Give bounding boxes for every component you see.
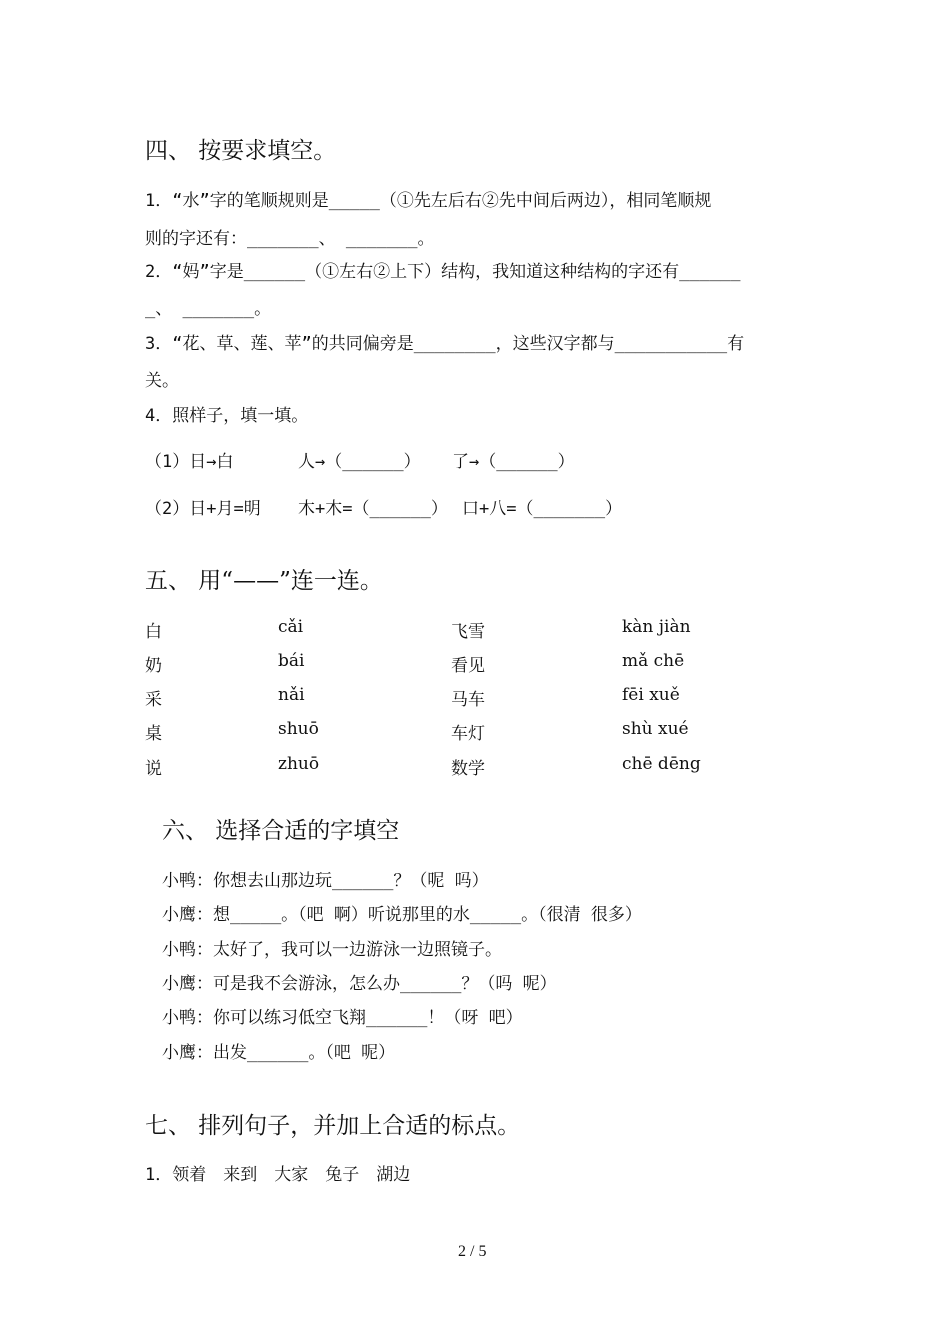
match-word: 马车 [451,690,485,710]
section6-title: 六、 选择合适的字填空 [162,818,400,844]
match-word: 飞雪 [451,622,485,642]
page-number: 2 / 5 [458,1243,487,1260]
match-pinyin: cǎi [278,617,304,637]
section4-q1-line2: 则的字还有：_______、 _______。 [145,229,435,249]
match-pinyin: nǎi [278,685,305,705]
match-pinyin: bái [278,651,305,671]
section4-q1-line1: 1．“水”字的笔顺规则是_____（①先左后右②先中间后两边），相同笔顺规 [145,191,712,211]
section4-q3-line2: 关。 [145,371,179,391]
section4-title: 四、 按要求填空。 [145,138,337,164]
match-word-pinyin: chē dēng [622,754,701,774]
section7-q1: 1．领着 来到 大家 兔子 湖边 [145,1165,411,1185]
match-char: 桌 [145,724,162,744]
section4-q2-line2: _、 _______。 [145,299,272,319]
example2-blank-b: 口+八=（_______） [462,499,623,519]
match-word: 数学 [451,759,485,779]
match-word-pinyin: mǎ chē [622,651,685,671]
section7-title: 七、 排列句子，并加上合适的标点。 [145,1113,521,1139]
section4-q2-line1: 2．“妈”字是______（①左右②上下）结构，我知道这种结构的字还有______ [145,262,741,282]
match-word: 车灯 [451,724,485,744]
example1-blank-a: 人→（______） [298,452,421,472]
dialogue-line: 小鹰：想_____。（吧 啊）听说那里的水_____。（很清 很多） [162,905,642,925]
match-word-pinyin: kàn jiàn [622,617,691,637]
match-char: 白 [145,622,162,642]
example1-blank-b: 了→（______） [452,452,575,472]
match-char: 采 [145,690,162,710]
match-word-pinyin: shù xué [622,719,689,739]
example1-sample: （1）日→白 [145,452,234,472]
dialogue-line: 小鸭：你想去山那边玩______？（呢 吗） [162,871,489,891]
dialogue-line: 小鹰：出发______。（吧 呢） [162,1043,396,1063]
section4-q4: 4．照样子，填一填。 [145,406,309,426]
match-char: 说 [145,759,162,779]
section4-q3-line1: 3．“花、草、莲、苹”的共同偏旁是________，这些汉字都与___________有 [145,334,745,354]
match-pinyin: zhuō [278,754,320,774]
match-word-pinyin: fēi xuě [622,685,680,705]
section5-title: 五、 用“——”连一连。 [145,568,383,594]
example2-sample: （2）日+月=明 [145,499,261,519]
match-char: 奶 [145,656,162,676]
example2-blank-a: 木+木=（______） [298,499,448,519]
match-pinyin: shuō [278,719,319,739]
dialogue-line: 小鸭：你可以练习低空飞翔______！（呀 吧） [162,1008,523,1028]
dialogue-line: 小鸭：太好了，我可以一边游泳一边照镜子。 [162,940,502,960]
dialogue-line: 小鹰：可是我不会游泳，怎么办______？（吗 呢） [162,974,557,994]
match-word: 看见 [451,656,485,676]
